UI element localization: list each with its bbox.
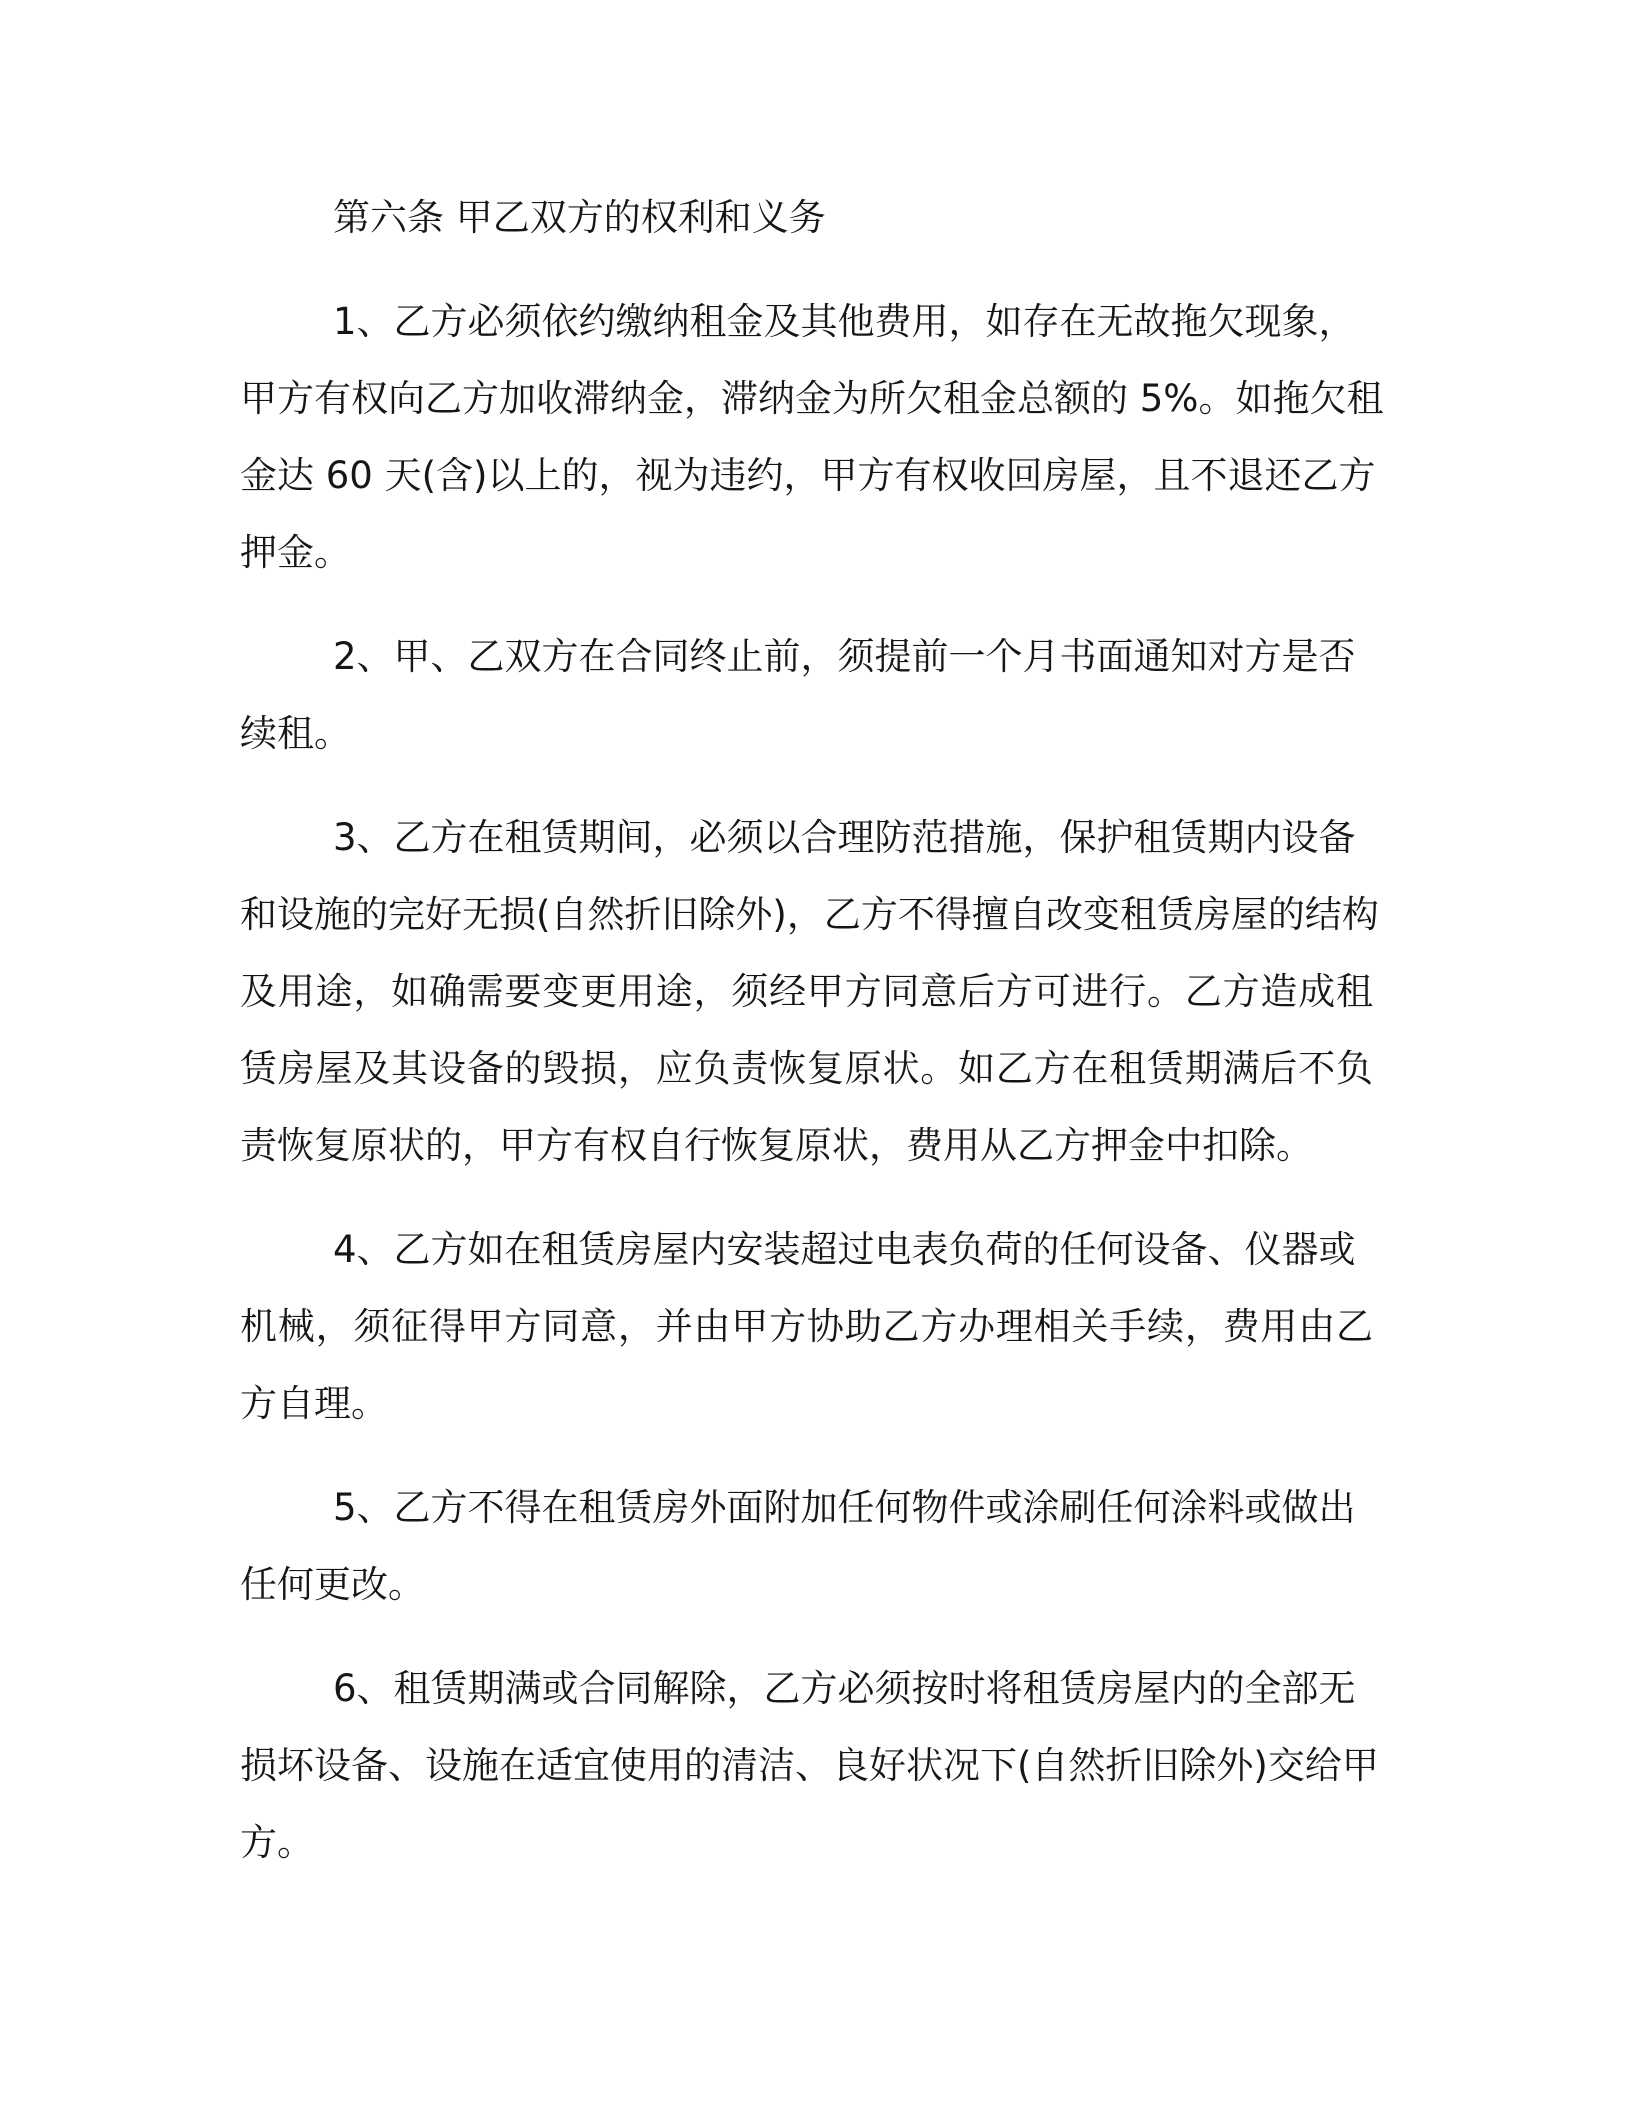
paragraph-line: 续租。 — [240, 712, 351, 755]
paragraph-line: 3、乙方在租赁期间，必须以合理防范措施，保护租赁期内设备 — [333, 816, 1356, 859]
paragraph-line: 方自理。 — [240, 1382, 388, 1425]
clause-3 — [240, 799, 1379, 1184]
document-body — [240, 179, 1384, 1881]
article-heading: 第六条 甲乙双方的权利和义务 — [333, 196, 826, 239]
paragraph-line: 赁房屋及其设备的毁损，应负责恢复原状。如乙方在租赁期满后不负 — [240, 1047, 1373, 1090]
paragraph-line: 押金。 — [240, 531, 351, 574]
paragraph-line: 1、乙方必须依约缴纳租金及其他费用，如存在无故拖欠现象， — [333, 300, 1356, 343]
paragraph-line: 6、租赁期满或合同解除，乙方必须按时将租赁房屋内的全部无 — [333, 1667, 1356, 1710]
paragraph-line: 和设施的完好无损(自然折旧除外)，乙方不得擅自改变租赁房屋的结构 — [240, 893, 1379, 936]
paragraph-line: 甲方有权向乙方加收滞纳金，滞纳金为所欠租金总额的 5%。如拖欠租 — [240, 377, 1384, 420]
paragraph-line: 金达 60 天(含)以上的，视为违约，甲方有权收回房屋，且不退还乙方 — [240, 454, 1376, 497]
paragraph-line: 任何更改。 — [240, 1563, 425, 1606]
paragraph-line: 损坏设备、设施在适宜使用的清洁、良好状况下(自然折旧除外)交给甲 — [240, 1744, 1379, 1787]
clause-5 — [240, 1469, 1373, 1623]
paragraph-line: 2、甲、乙双方在合同终止前，须提前一个月书面通知对方是否 — [333, 635, 1356, 678]
clause-4 — [240, 1211, 1373, 1442]
clause-1 — [240, 283, 1384, 591]
paragraph-line: 4、乙方如在租赁房屋内安装超过电表负荷的任何设备、仪器或 — [333, 1228, 1356, 1271]
clause-2 — [240, 618, 1373, 772]
paragraph-line: 方。 — [240, 1821, 314, 1864]
paragraph-line: 5、乙方不得在租赁房外面附加任何物件或涂刷任何涂料或做出 — [333, 1486, 1356, 1529]
paragraph-line: 及用途，如确需要变更用途，须经甲方同意后方可进行。乙方造成租 — [240, 970, 1373, 1013]
clause-6 — [240, 1650, 1379, 1881]
paragraph-line: 责恢复原状的，甲方有权自行恢复原状，费用从乙方押金中扣除。 — [240, 1124, 1313, 1167]
paragraph-line: 机械，须征得甲方同意，并由甲方协助乙方办理相关手续，费用由乙 — [240, 1305, 1373, 1348]
